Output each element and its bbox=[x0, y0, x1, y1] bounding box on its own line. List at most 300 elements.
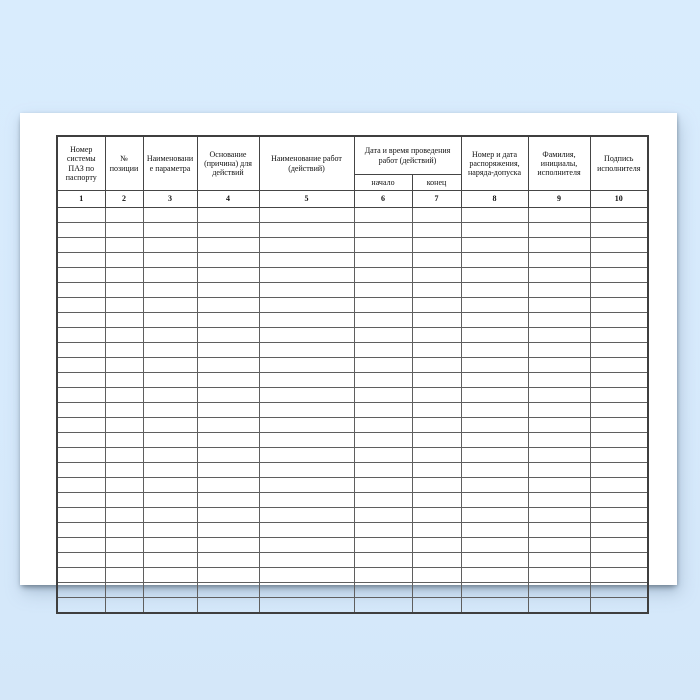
empty-cell bbox=[412, 208, 461, 223]
empty-cell bbox=[590, 208, 648, 223]
empty-cell bbox=[105, 208, 143, 223]
empty-cell bbox=[590, 448, 648, 463]
empty-cell bbox=[57, 283, 105, 298]
table-row bbox=[57, 388, 648, 403]
empty-cell bbox=[259, 373, 354, 388]
empty-cell bbox=[590, 223, 648, 238]
empty-cell bbox=[197, 508, 259, 523]
empty-cell bbox=[461, 538, 528, 553]
empty-cell bbox=[143, 508, 197, 523]
empty-cell bbox=[259, 508, 354, 523]
empty-cell bbox=[461, 373, 528, 388]
empty-cell bbox=[412, 343, 461, 358]
empty-cell bbox=[590, 598, 648, 614]
empty-cell bbox=[197, 253, 259, 268]
empty-cell bbox=[354, 583, 412, 598]
empty-cell bbox=[57, 298, 105, 313]
empty-cell bbox=[528, 388, 590, 403]
empty-cell bbox=[412, 298, 461, 313]
empty-cell bbox=[143, 328, 197, 343]
header-row-numbers bbox=[57, 191, 648, 208]
empty-cell bbox=[354, 388, 412, 403]
empty-cell bbox=[354, 403, 412, 418]
empty-cell bbox=[259, 523, 354, 538]
empty-cell bbox=[197, 553, 259, 568]
empty-cell bbox=[105, 268, 143, 283]
empty-cell bbox=[143, 418, 197, 433]
empty-cell bbox=[105, 583, 143, 598]
empty-cell bbox=[259, 298, 354, 313]
empty-cell bbox=[461, 508, 528, 523]
empty-cell bbox=[590, 283, 648, 298]
empty-cell bbox=[105, 388, 143, 403]
table-body bbox=[57, 208, 648, 614]
empty-cell bbox=[590, 418, 648, 433]
document-page bbox=[20, 113, 677, 585]
empty-cell bbox=[105, 598, 143, 614]
empty-cell bbox=[57, 478, 105, 493]
empty-cell bbox=[354, 313, 412, 328]
table-row bbox=[57, 253, 648, 268]
empty-cell bbox=[412, 253, 461, 268]
empty-cell bbox=[57, 433, 105, 448]
table-row bbox=[57, 358, 648, 373]
empty-cell bbox=[461, 313, 528, 328]
empty-cell bbox=[461, 268, 528, 283]
empty-cell bbox=[197, 448, 259, 463]
empty-cell bbox=[259, 388, 354, 403]
empty-cell bbox=[528, 493, 590, 508]
empty-cell bbox=[57, 553, 105, 568]
table-row bbox=[57, 373, 648, 388]
empty-cell bbox=[259, 343, 354, 358]
empty-cell bbox=[528, 583, 590, 598]
empty-cell bbox=[461, 463, 528, 478]
empty-cell bbox=[354, 523, 412, 538]
empty-cell bbox=[197, 343, 259, 358]
empty-cell bbox=[197, 418, 259, 433]
empty-cell bbox=[197, 238, 259, 253]
table-row bbox=[57, 478, 648, 493]
col-number: 9 bbox=[528, 191, 590, 208]
empty-cell bbox=[354, 358, 412, 373]
empty-cell bbox=[57, 538, 105, 553]
empty-cell bbox=[354, 268, 412, 283]
empty-cell bbox=[143, 538, 197, 553]
empty-cell bbox=[143, 478, 197, 493]
empty-cell bbox=[259, 403, 354, 418]
empty-cell bbox=[528, 343, 590, 358]
empty-cell bbox=[590, 403, 648, 418]
empty-cell bbox=[528, 508, 590, 523]
empty-cell bbox=[143, 313, 197, 328]
empty-cell bbox=[197, 223, 259, 238]
table-row bbox=[57, 313, 648, 328]
empty-cell bbox=[590, 463, 648, 478]
empty-cell bbox=[461, 448, 528, 463]
empty-cell bbox=[528, 223, 590, 238]
empty-cell bbox=[57, 448, 105, 463]
empty-cell bbox=[197, 568, 259, 583]
empty-cell bbox=[57, 508, 105, 523]
empty-cell bbox=[412, 358, 461, 373]
table-row bbox=[57, 343, 648, 358]
empty-cell bbox=[461, 418, 528, 433]
empty-cell bbox=[197, 583, 259, 598]
col-number: 6 bbox=[354, 191, 412, 208]
empty-cell bbox=[461, 433, 528, 448]
empty-cell bbox=[354, 418, 412, 433]
empty-cell bbox=[57, 208, 105, 223]
col-number: 3 bbox=[143, 191, 197, 208]
empty-cell bbox=[354, 343, 412, 358]
empty-cell bbox=[461, 253, 528, 268]
empty-cell bbox=[57, 493, 105, 508]
empty-cell bbox=[528, 523, 590, 538]
empty-cell bbox=[197, 268, 259, 283]
col-number: 8 bbox=[461, 191, 528, 208]
empty-cell bbox=[354, 373, 412, 388]
empty-cell bbox=[143, 358, 197, 373]
empty-cell bbox=[590, 583, 648, 598]
col-header-position-number: № позиции bbox=[105, 136, 143, 191]
empty-cell bbox=[57, 268, 105, 283]
empty-cell bbox=[528, 208, 590, 223]
empty-cell bbox=[590, 493, 648, 508]
empty-cell bbox=[461, 568, 528, 583]
empty-cell bbox=[412, 403, 461, 418]
empty-cell bbox=[259, 433, 354, 448]
empty-cell bbox=[105, 508, 143, 523]
empty-cell bbox=[354, 478, 412, 493]
empty-cell bbox=[528, 448, 590, 463]
empty-cell bbox=[197, 358, 259, 373]
empty-cell bbox=[105, 433, 143, 448]
empty-cell bbox=[412, 418, 461, 433]
empty-cell bbox=[412, 283, 461, 298]
empty-cell bbox=[412, 538, 461, 553]
table-row bbox=[57, 418, 648, 433]
empty-cell bbox=[412, 268, 461, 283]
empty-cell bbox=[105, 553, 143, 568]
empty-cell bbox=[590, 373, 648, 388]
empty-cell bbox=[143, 298, 197, 313]
table-row bbox=[57, 523, 648, 538]
empty-cell bbox=[412, 478, 461, 493]
empty-cell bbox=[461, 493, 528, 508]
empty-cell bbox=[590, 268, 648, 283]
table-header bbox=[57, 136, 648, 208]
empty-cell bbox=[105, 538, 143, 553]
empty-cell bbox=[143, 403, 197, 418]
table-row bbox=[57, 268, 648, 283]
empty-cell bbox=[412, 493, 461, 508]
empty-cell bbox=[143, 493, 197, 508]
empty-cell bbox=[57, 373, 105, 388]
empty-cell bbox=[259, 493, 354, 508]
empty-cell bbox=[259, 238, 354, 253]
col-number: 1 bbox=[57, 191, 105, 208]
empty-cell bbox=[412, 328, 461, 343]
empty-cell bbox=[354, 448, 412, 463]
empty-cell bbox=[528, 328, 590, 343]
empty-cell bbox=[197, 388, 259, 403]
empty-cell bbox=[259, 313, 354, 328]
table-row bbox=[57, 403, 648, 418]
col-header-datetime-group: Дата и время проведения работ (действий) bbox=[354, 136, 461, 175]
empty-cell bbox=[354, 223, 412, 238]
empty-cell bbox=[528, 478, 590, 493]
empty-cell bbox=[461, 283, 528, 298]
col-number: 5 bbox=[259, 191, 354, 208]
empty-cell bbox=[143, 553, 197, 568]
empty-cell bbox=[590, 298, 648, 313]
empty-cell bbox=[461, 403, 528, 418]
table-row bbox=[57, 328, 648, 343]
empty-cell bbox=[412, 598, 461, 614]
header-row-main bbox=[57, 136, 648, 175]
col-number: 7 bbox=[412, 191, 461, 208]
empty-cell bbox=[590, 328, 648, 343]
empty-cell bbox=[259, 328, 354, 343]
empty-cell bbox=[197, 283, 259, 298]
empty-cell bbox=[461, 358, 528, 373]
empty-cell bbox=[354, 553, 412, 568]
empty-cell bbox=[354, 493, 412, 508]
empty-cell bbox=[590, 538, 648, 553]
empty-cell bbox=[461, 298, 528, 313]
col-subheader-end: конец bbox=[412, 175, 461, 191]
empty-cell bbox=[143, 598, 197, 614]
empty-cell bbox=[259, 208, 354, 223]
empty-cell bbox=[197, 403, 259, 418]
empty-cell bbox=[57, 463, 105, 478]
empty-cell bbox=[57, 598, 105, 614]
empty-cell bbox=[57, 418, 105, 433]
empty-cell bbox=[57, 388, 105, 403]
empty-cell bbox=[105, 328, 143, 343]
empty-cell bbox=[105, 463, 143, 478]
empty-cell bbox=[354, 463, 412, 478]
empty-cell bbox=[412, 448, 461, 463]
empty-cell bbox=[528, 373, 590, 388]
empty-cell bbox=[143, 343, 197, 358]
empty-cell bbox=[412, 223, 461, 238]
empty-cell bbox=[197, 433, 259, 448]
empty-cell bbox=[354, 508, 412, 523]
empty-cell bbox=[197, 313, 259, 328]
empty-cell bbox=[197, 523, 259, 538]
empty-cell bbox=[197, 478, 259, 493]
empty-cell bbox=[143, 373, 197, 388]
empty-cell bbox=[197, 373, 259, 388]
col-header-order-number: Номер и дата распоряжения, наряда-допуска bbox=[461, 136, 528, 191]
empty-cell bbox=[461, 208, 528, 223]
empty-cell bbox=[412, 433, 461, 448]
empty-cell bbox=[528, 418, 590, 433]
empty-cell bbox=[143, 208, 197, 223]
empty-cell bbox=[105, 403, 143, 418]
empty-cell bbox=[143, 223, 197, 238]
col-number: 10 bbox=[590, 191, 648, 208]
empty-cell bbox=[105, 418, 143, 433]
empty-cell bbox=[57, 523, 105, 538]
empty-cell bbox=[143, 463, 197, 478]
empty-cell bbox=[528, 358, 590, 373]
empty-cell bbox=[354, 328, 412, 343]
empty-cell bbox=[197, 493, 259, 508]
table-row bbox=[57, 553, 648, 568]
empty-cell bbox=[57, 358, 105, 373]
col-header-signature: Подпись исполнителя bbox=[590, 136, 648, 191]
empty-cell bbox=[590, 523, 648, 538]
empty-cell bbox=[105, 568, 143, 583]
table-row bbox=[57, 298, 648, 313]
empty-cell bbox=[461, 598, 528, 614]
empty-cell bbox=[57, 313, 105, 328]
empty-cell bbox=[259, 283, 354, 298]
empty-cell bbox=[57, 253, 105, 268]
table-row bbox=[57, 448, 648, 463]
empty-cell bbox=[528, 433, 590, 448]
empty-cell bbox=[143, 268, 197, 283]
empty-cell bbox=[105, 448, 143, 463]
empty-cell bbox=[57, 223, 105, 238]
empty-cell bbox=[461, 388, 528, 403]
empty-cell bbox=[259, 268, 354, 283]
empty-cell bbox=[57, 568, 105, 583]
empty-cell bbox=[528, 568, 590, 583]
empty-cell bbox=[528, 553, 590, 568]
empty-cell bbox=[590, 238, 648, 253]
empty-cell bbox=[259, 253, 354, 268]
empty-cell bbox=[143, 583, 197, 598]
empty-cell bbox=[354, 568, 412, 583]
empty-cell bbox=[259, 538, 354, 553]
empty-cell bbox=[197, 208, 259, 223]
empty-cell bbox=[412, 523, 461, 538]
empty-cell bbox=[259, 463, 354, 478]
empty-cell bbox=[528, 253, 590, 268]
empty-cell bbox=[354, 598, 412, 614]
empty-cell bbox=[57, 328, 105, 343]
empty-cell bbox=[590, 388, 648, 403]
empty-cell bbox=[461, 343, 528, 358]
col-header-reason: Основание (причина) для действий bbox=[197, 136, 259, 191]
empty-cell bbox=[143, 433, 197, 448]
empty-cell bbox=[412, 388, 461, 403]
empty-cell bbox=[259, 223, 354, 238]
empty-cell bbox=[528, 283, 590, 298]
empty-cell bbox=[354, 298, 412, 313]
col-number: 4 bbox=[197, 191, 259, 208]
empty-cell bbox=[590, 253, 648, 268]
empty-cell bbox=[105, 223, 143, 238]
empty-cell bbox=[528, 538, 590, 553]
empty-cell bbox=[590, 568, 648, 583]
empty-cell bbox=[461, 328, 528, 343]
empty-cell bbox=[528, 598, 590, 614]
empty-cell bbox=[105, 523, 143, 538]
table-row bbox=[57, 598, 648, 614]
empty-cell bbox=[259, 478, 354, 493]
empty-cell bbox=[528, 298, 590, 313]
empty-cell bbox=[105, 493, 143, 508]
empty-cell bbox=[590, 508, 648, 523]
empty-cell bbox=[57, 343, 105, 358]
empty-cell bbox=[143, 238, 197, 253]
empty-cell bbox=[590, 358, 648, 373]
empty-cell bbox=[197, 538, 259, 553]
empty-cell bbox=[197, 328, 259, 343]
col-header-executor-name: Фамилия, инициалы, исполнителя bbox=[528, 136, 590, 191]
empty-cell bbox=[461, 223, 528, 238]
empty-cell bbox=[590, 313, 648, 328]
empty-cell bbox=[590, 433, 648, 448]
empty-cell bbox=[354, 538, 412, 553]
table-row bbox=[57, 208, 648, 223]
empty-cell bbox=[412, 238, 461, 253]
empty-cell bbox=[143, 283, 197, 298]
empty-cell bbox=[528, 313, 590, 328]
empty-cell bbox=[105, 358, 143, 373]
table-row bbox=[57, 433, 648, 448]
empty-cell bbox=[354, 208, 412, 223]
table-row bbox=[57, 238, 648, 253]
empty-cell bbox=[105, 283, 143, 298]
table-row bbox=[57, 283, 648, 298]
paz-work-log-table bbox=[56, 135, 649, 614]
table-row bbox=[57, 223, 648, 238]
empty-cell bbox=[143, 448, 197, 463]
empty-cell bbox=[105, 298, 143, 313]
empty-cell bbox=[197, 298, 259, 313]
table-row bbox=[57, 493, 648, 508]
empty-cell bbox=[143, 523, 197, 538]
table-row bbox=[57, 538, 648, 553]
empty-cell bbox=[105, 373, 143, 388]
empty-cell bbox=[461, 523, 528, 538]
empty-cell bbox=[105, 238, 143, 253]
empty-cell bbox=[57, 583, 105, 598]
empty-cell bbox=[412, 553, 461, 568]
empty-cell bbox=[259, 418, 354, 433]
empty-cell bbox=[412, 508, 461, 523]
empty-cell bbox=[412, 313, 461, 328]
empty-cell bbox=[590, 478, 648, 493]
empty-cell bbox=[528, 403, 590, 418]
empty-cell bbox=[57, 403, 105, 418]
empty-cell bbox=[105, 478, 143, 493]
empty-cell bbox=[354, 253, 412, 268]
empty-cell bbox=[528, 463, 590, 478]
empty-cell bbox=[528, 268, 590, 283]
empty-cell bbox=[143, 253, 197, 268]
empty-cell bbox=[259, 568, 354, 583]
empty-cell bbox=[197, 463, 259, 478]
empty-cell bbox=[259, 448, 354, 463]
empty-cell bbox=[57, 238, 105, 253]
empty-cell bbox=[461, 553, 528, 568]
col-subheader-start: начало bbox=[354, 175, 412, 191]
empty-cell bbox=[197, 598, 259, 614]
empty-cell bbox=[412, 568, 461, 583]
table-row bbox=[57, 463, 648, 478]
empty-cell bbox=[461, 583, 528, 598]
empty-cell bbox=[143, 388, 197, 403]
table-row bbox=[57, 508, 648, 523]
empty-cell bbox=[259, 553, 354, 568]
